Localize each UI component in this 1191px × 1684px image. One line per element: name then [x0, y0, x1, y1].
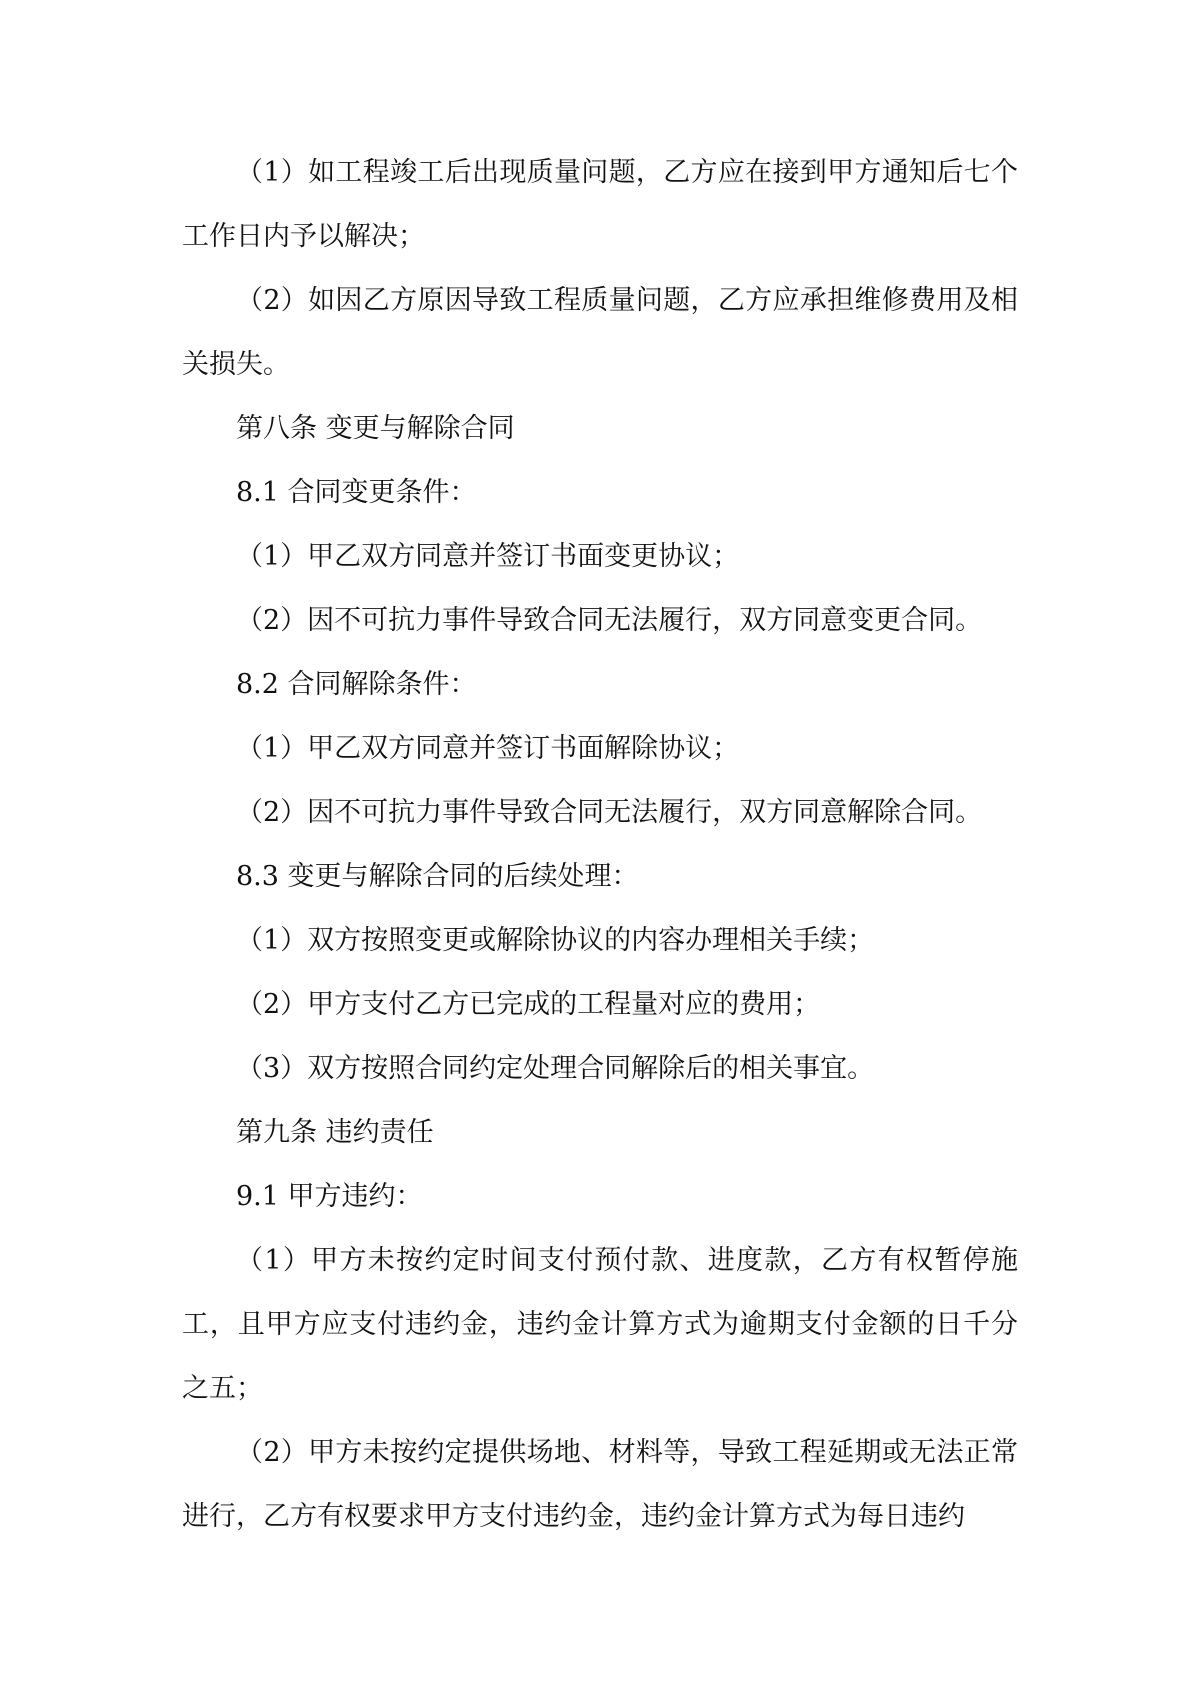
paragraph-8-2-item-2: （2）因不可抗力事件导致合同无法履行，双方同意解除合同。 — [236, 797, 983, 828]
section-9-1-heading: 9.1 甲方违约： — [236, 1181, 423, 1212]
paragraph-8-2-item-1: （1）甲乙双方同意并签订书面解除协议； — [236, 733, 740, 764]
paragraph-quality-issue-2: （2）如因乙方原因导致工程质量问题，乙方应承担维修费用及相关损失。 — [182, 285, 1018, 380]
article-9-heading: 第九条 违约责任 — [236, 1117, 434, 1148]
paragraph-8-3-item-3: （3）双方按照合同约定处理合同解除后的相关事宜。 — [236, 1053, 875, 1084]
paragraph-8-1-item-1: （1）甲乙双方同意并签订书面变更协议； — [236, 541, 740, 572]
paragraph-quality-issue-1: （1）如工程竣工后出现质量问题，乙方应在接到甲方通知后七个工作日内予以解决； — [182, 157, 1018, 252]
paragraph-8-3-item-2: （2）甲方支付乙方已完成的工程量对应的费用； — [236, 989, 821, 1020]
section-8-2-heading: 8.2 合同解除条件： — [236, 669, 477, 700]
article-8-heading: 第八条 变更与解除合同 — [236, 413, 515, 444]
paragraph-9-1-item-1: （1）甲方未按约定时间支付预付款、进度款，乙方有权暂停施工，且甲方应支付违约金，违约金计算方式为逾期支付金额的日千分之五； — [182, 1245, 1018, 1404]
section-8-1-heading: 8.1 合同变更条件： — [236, 477, 477, 508]
paragraph-8-1-item-2: （2）因不可抗力事件导致合同无法履行，双方同意变更合同。 — [236, 605, 983, 636]
paragraph-8-3-item-1: （1）双方按照变更或解除协议的内容办理相关手续； — [236, 925, 875, 956]
paragraph-9-1-item-2: （2）甲方未按约定提供场地、材料等，导致工程延期或无法正常进行，乙方有权要求甲方支付违约金，违约金计算方式为每日违约 — [182, 1437, 1018, 1532]
document-body — [182, 141, 1018, 1549]
section-8-3-heading: 8.3 变更与解除合同的后续处理： — [236, 861, 639, 892]
